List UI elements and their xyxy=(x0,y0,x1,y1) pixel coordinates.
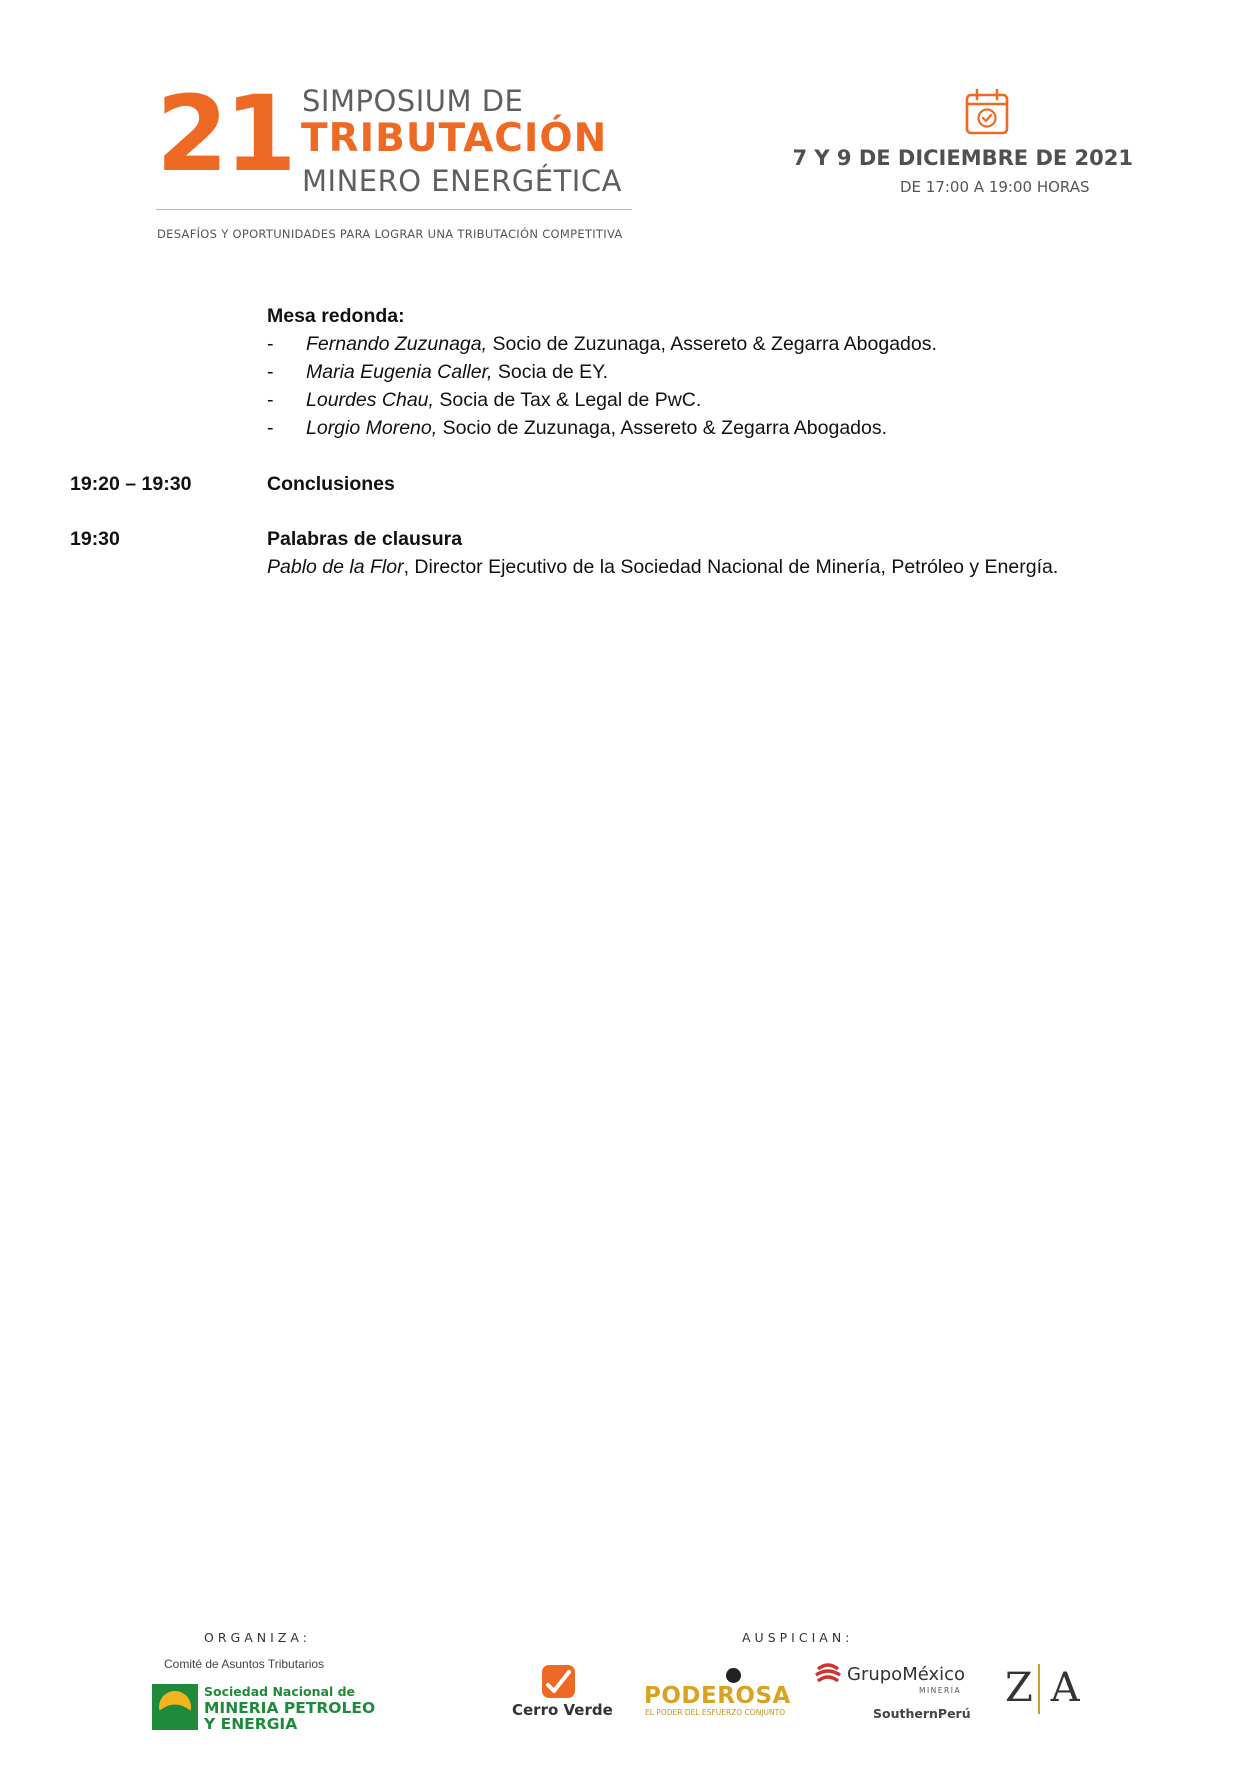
event-title-line3: MINERO ENERGÉTICA xyxy=(302,164,622,198)
event-title-line1: SIMPOSIUM DE xyxy=(302,84,524,118)
southern-peru-name: SouthernPerú xyxy=(873,1706,971,1721)
za-separator xyxy=(1038,1664,1040,1714)
closing-speaker xyxy=(267,553,1058,581)
panelist-role: Socio de Zuzunaga, Assereto & Zegarra Abogados. xyxy=(487,333,937,355)
snmpe-logo-icon xyxy=(152,1684,198,1730)
header-divider xyxy=(156,209,632,210)
panelist-name: Maria Eugenia Caller, xyxy=(306,361,493,383)
event-date: 7 Y 9 DE DICIEMBRE DE 2021 xyxy=(792,146,1133,170)
snmpe-name xyxy=(204,1684,375,1732)
speaker-name: Pablo de la Flor xyxy=(267,556,404,578)
agenda-title: Palabras de clausura xyxy=(267,528,463,550)
panelist-name: Fernando Zuzunaga, xyxy=(306,333,488,355)
agenda-time: 19:20 – 19:30 xyxy=(70,473,192,495)
panelist-name: Lorgio Moreno, xyxy=(306,417,438,439)
grupo-mexico-sub: MINERÍA xyxy=(919,1686,962,1695)
calendar-check-icon xyxy=(964,88,1010,136)
mesa-title: Mesa redonda: xyxy=(267,305,405,327)
event-tagline: DESAFÍOS Y OPORTUNIDADES PARA LOGRAR UNA TRIBUTACIÓN COMPETITIVA xyxy=(157,227,623,241)
panelist-role: Socia de Tax & Legal de PwC. xyxy=(433,389,702,411)
event-number: 21 xyxy=(156,73,293,195)
auspician-label: AUSPICIAN: xyxy=(742,1630,854,1645)
za-left: Z xyxy=(1005,1665,1033,1711)
panelist-role: Socia de EY. xyxy=(492,361,609,383)
agenda-title: Conclusiones xyxy=(267,473,395,495)
cerro-verde-logo-icon xyxy=(542,1665,575,1698)
grupo-mexico-name: GrupoMéxico xyxy=(847,1664,966,1685)
snmpe-line1: Sociedad Nacional de xyxy=(204,1684,356,1699)
event-title-line2: TRIBUTACIÓN xyxy=(301,116,608,161)
poderosa-slogan: EL PODER DEL ESFUERZO CONJUNTO xyxy=(645,1708,786,1717)
panelist-name: Lourdes Chau, xyxy=(306,389,434,411)
poderosa-name: PODEROSA xyxy=(644,1683,791,1709)
poderosa-dot-icon xyxy=(726,1668,741,1683)
speaker-role: , Director Ejecutivo de la Sociedad Nacional de Minería, Petróleo y Energía. xyxy=(403,556,1059,578)
snmpe-line3: Y ENERGIA xyxy=(204,1715,298,1733)
agenda-time: 19:30 xyxy=(70,528,120,550)
grupo-mexico-logo-icon xyxy=(814,1661,842,1689)
cerro-verde-name: Cerro Verde xyxy=(512,1701,613,1719)
za-logo xyxy=(1005,1666,1080,1710)
organiza-label: ORGANIZA: xyxy=(204,1630,311,1645)
event-time: DE 17:00 A 19:00 HORAS xyxy=(900,178,1090,196)
za-right: A xyxy=(1050,1665,1080,1711)
snmpe-line2: MINERIA PETROLEO xyxy=(204,1699,376,1717)
panelist-role: Socio de Zuzunaga, Assereto & Zegarra Abogados. xyxy=(437,417,888,439)
comite-label: Comité de Asuntos Tributarios xyxy=(164,1657,325,1671)
